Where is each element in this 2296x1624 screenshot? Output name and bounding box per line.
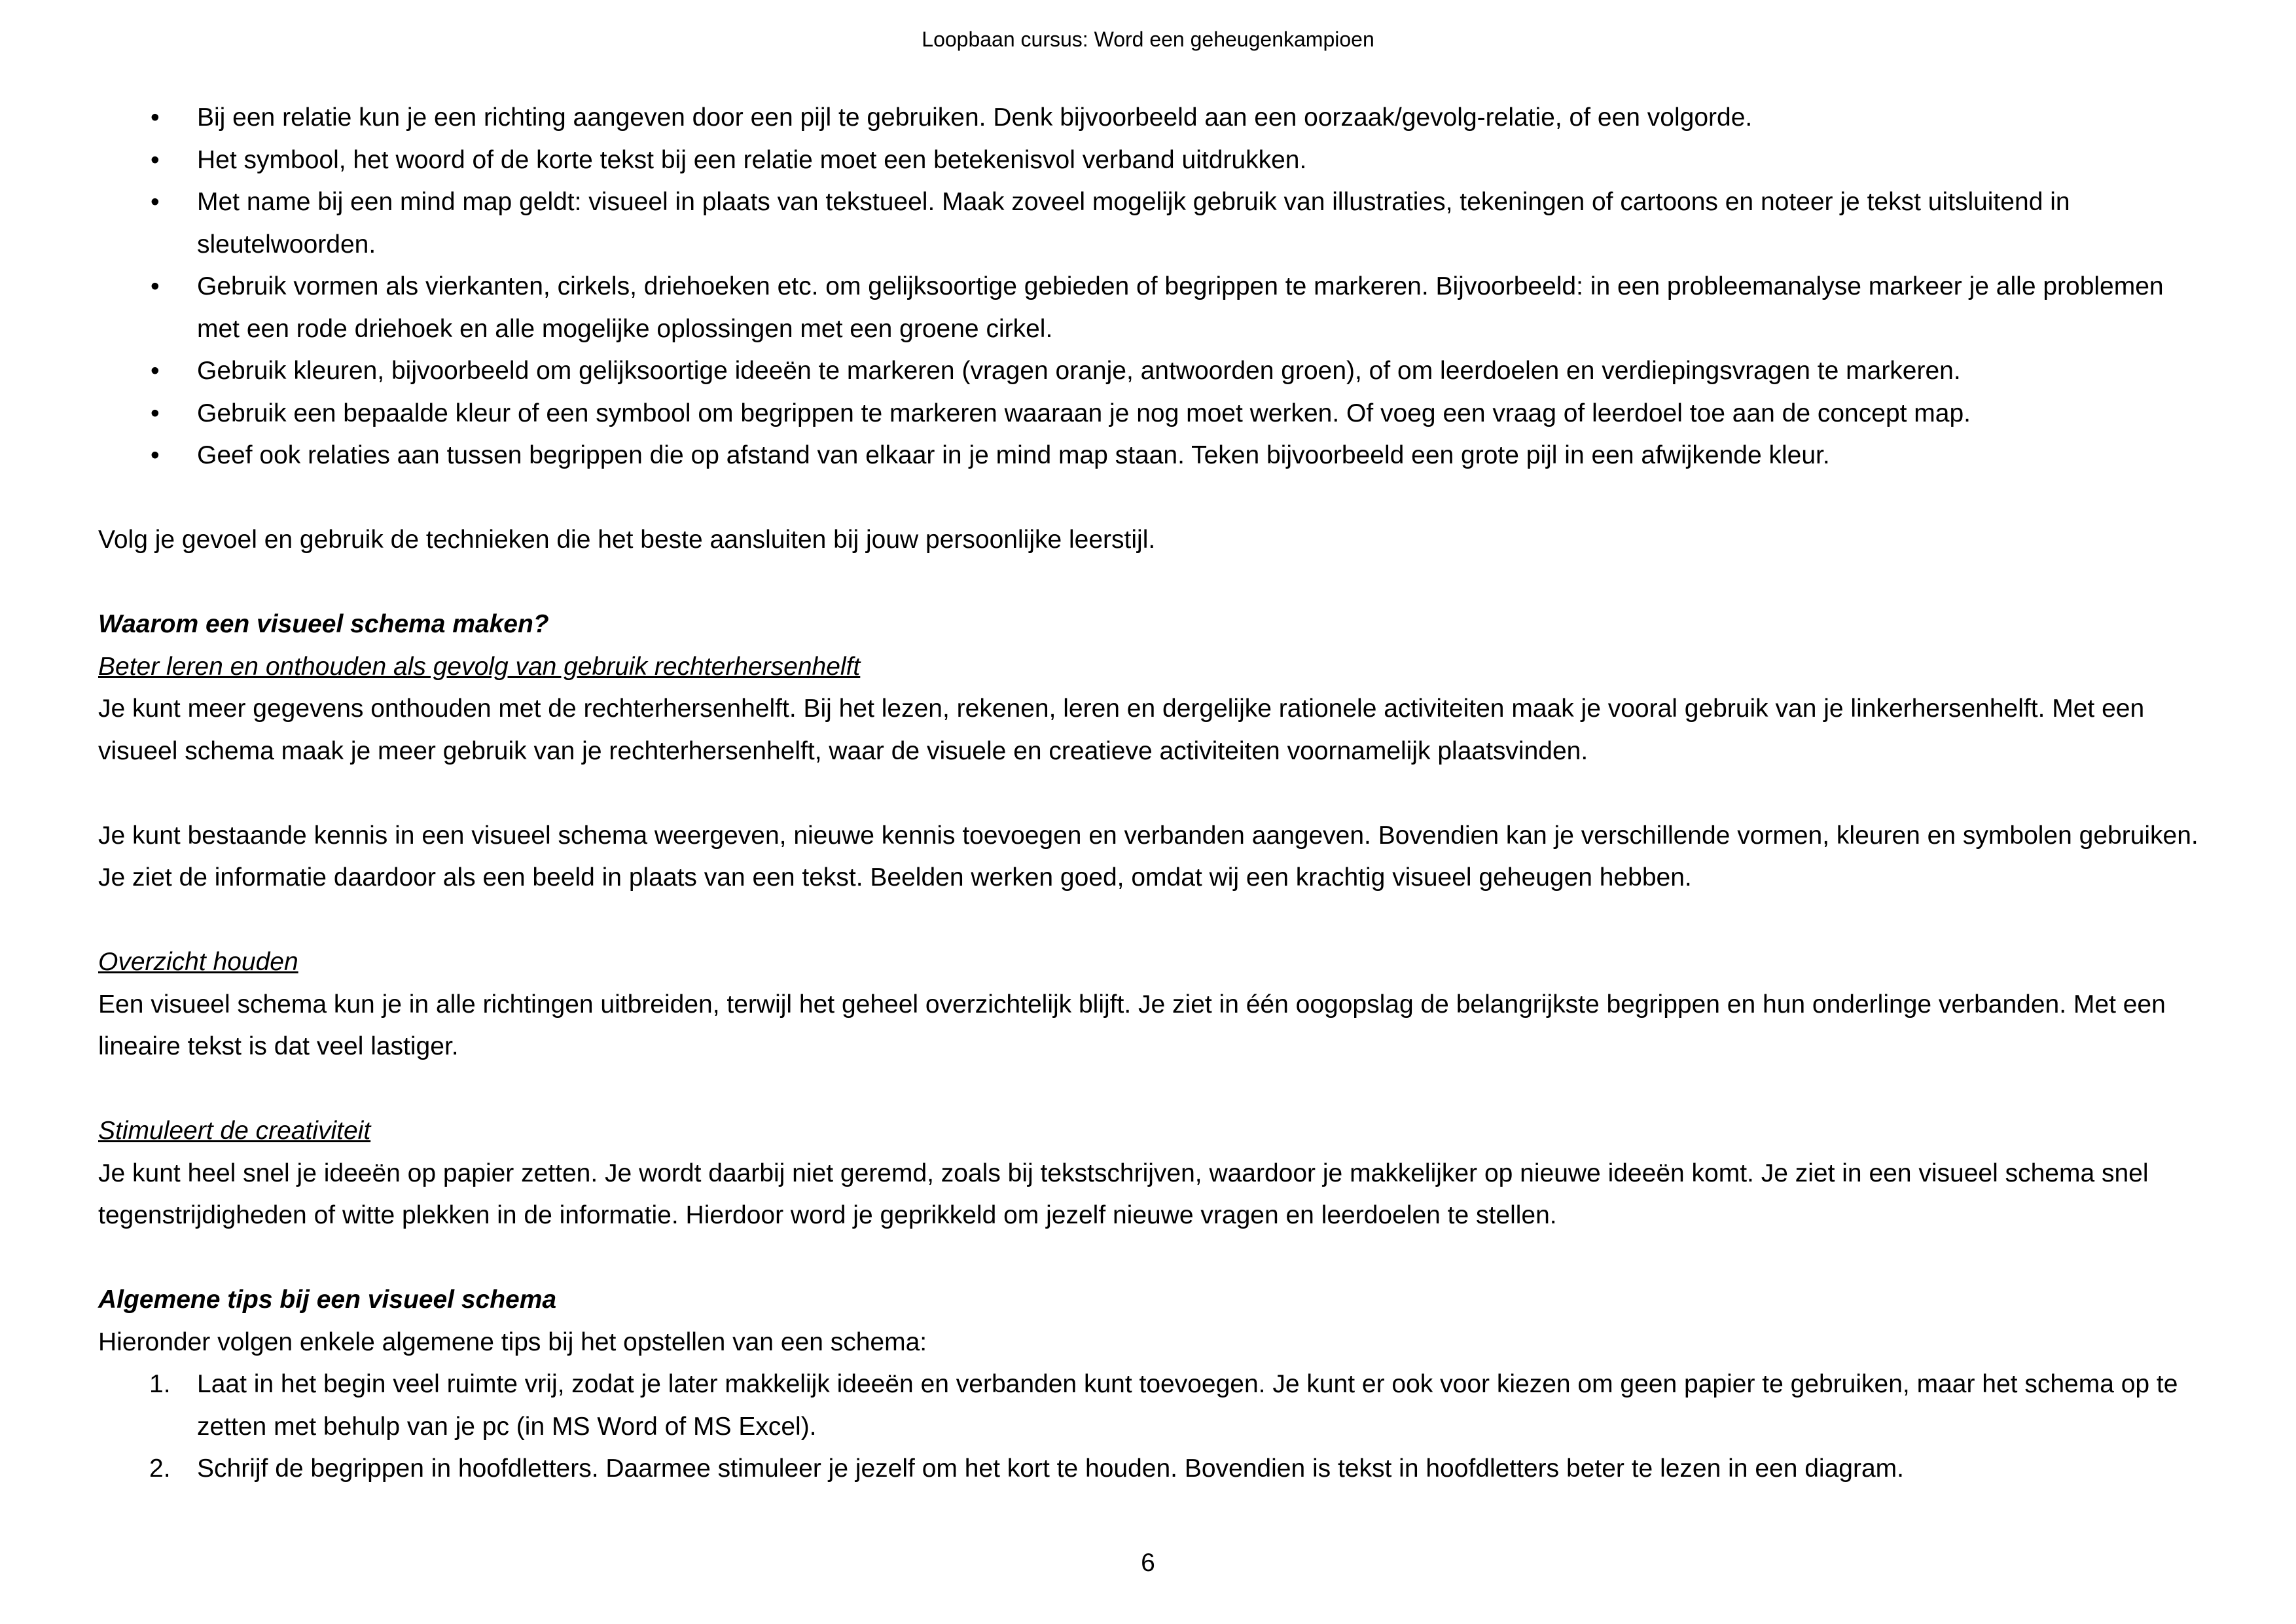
spacer	[98, 477, 2199, 520]
section-heading-why: Waarom een visueel schema maken?	[98, 610, 549, 638]
numbered-item	[98, 1363, 2199, 1448]
bullet-icon: •	[151, 145, 160, 174]
bullet-item	[98, 97, 2199, 139]
item-number: 1.	[149, 1370, 171, 1398]
spacer	[98, 562, 2199, 604]
bullet-item	[98, 435, 2199, 477]
subheading-overview: Overzicht houden	[98, 948, 298, 976]
numbered-list	[98, 1363, 2199, 1490]
section-heading-tips: Algemene tips bij een visueel schema	[98, 1286, 557, 1314]
bullet-text: Gebruik vormen als vierkanten, cirkels, driehoeken etc. om gelijksoortige gebieden of begrippen te markeren. Bijvoorbeeld: in een probleemanalyse markeer je alle problemen met een rode driehoek en alle mogelijke oplossingen met een groene cirkel.	[197, 272, 2164, 343]
item-number: 2.	[149, 1454, 171, 1483]
bullet-item	[98, 139, 2199, 182]
subheading-creativity: Stimuleert de creativiteit	[98, 1117, 371, 1145]
bullet-text: Gebruik een bepaalde kleur of een symbool om begrippen te markeren waaraan je nog moet werken. Of voeg een vraag of leerdoel toe aan de concept map.	[197, 399, 1971, 427]
bullet-text: Bij een relatie kun je een richting aangeven door een pijl te gebruiken. Denk bijvoorbeeld aan een oorzaak/gevolg-relatie, of een volgorde.	[197, 103, 1753, 132]
bullet-item	[98, 350, 2199, 393]
bullet-icon: •	[151, 272, 160, 300]
subheading-right-brain: Beter leren en onthouden als gevolg van gebruik rechterhersenhelft	[98, 652, 861, 681]
closing-sentence: Volg je gevoel en gebruik de technieken die het beste aansluiten bij jouw persoonlijke leerstijl.	[98, 526, 1156, 554]
page-content	[98, 97, 2199, 1490]
bullet-item	[98, 266, 2199, 350]
bullet-icon: •	[151, 399, 160, 427]
tips-intro: Hieronder volgen enkele algemene tips bij het opstellen van een schema:	[98, 1327, 927, 1356]
bullet-icon: •	[151, 357, 160, 385]
spacer	[98, 1068, 2199, 1111]
item-text: Schrijf de begrippen in hoofdletters. Daarmee stimuleer je jezelf om het kort te houden. Bovendien is tekst in hoofdletters beter te lezen in een diagram.	[197, 1454, 1904, 1483]
bullet-text: Geef ook relaties aan tussen begrippen die op afstand van elkaar in je mind map staan. Teken bijvoorbeeld een grote pijl in een afwijkende kleur.	[197, 441, 1830, 469]
spacer	[98, 1237, 2199, 1280]
numbered-item	[98, 1448, 2199, 1490]
bullet-text: Het symbool, het woord of de korte tekst bij een relatie moet een betekenisvol verband uitdrukken.	[197, 145, 1307, 174]
item-text: Laat in het begin veel ruimte vrij, zodat je later makkelijk ideeën en verbanden kunt toevoegen. Je kunt er ook voor kiezen om geen papier te gebruiken, maar het schema op te zetten met behulp van je pc (in MS Word of MS Excel).	[197, 1370, 2178, 1441]
bullet-list	[98, 97, 2199, 477]
bullet-icon: •	[151, 441, 160, 469]
paragraph-creativity: Je kunt heel snel je ideeën op papier zetten. Je wordt daarbij niet geremd, zoals bij tekstschrijven, waardoor je makkelijker op nieuwe ideeën komt. Je ziet in een visueel schema snel tegenstrijdigheden of witte plekken in de informatie. Hierdoor word je geprikkeld om jezelf nieuwe vragen en leerdoelen te stellen.	[98, 1159, 2149, 1229]
bullet-icon: •	[151, 188, 160, 216]
page-number: 6	[1141, 1549, 1155, 1577]
bullet-item	[98, 181, 2199, 266]
paragraph-overview: Een visueel schema kun je in alle richtingen uitbreiden, terwijl het geheel overzichtelijk blijft. Je ziet in één oogopslag de belangrijkste begrippen en hun onderlinge verbanden. Met een lineaire tekst is dat veel lastiger.	[98, 990, 2166, 1060]
paragraph-visual-memory: Je kunt bestaande kennis in een visueel schema weergeven, nieuwe kennis toevoegen en verbanden aangeven. Bovendien kan je verschillende vormen, kleuren en symbolen gebruiken. Je ziet de informatie daardoor als een beeld in plaats van een tekst. Beelden werken goed, omdat wij een krachtig visueel geheugen hebben.	[98, 821, 2198, 892]
paragraph-right-brain: Je kunt meer gegevens onthouden met de rechterhersenhelft. Bij het lezen, rekenen, leren en dergelijke rationele activiteiten maak je vooral gebruik van je linkerhersenhelft. Met een visueel schema maak je meer gebruik van je rechterhersenhelft, waar de visuele en creatieve activiteiten voornamelijk plaatsvinden.	[98, 695, 2145, 765]
bullet-icon: •	[151, 103, 160, 132]
bullet-item	[98, 393, 2199, 435]
bullet-text: Met name bij een mind map geldt: visueel in plaats van tekstueel. Maak zoveel mogelijk gebruik van illustraties, tekeningen of cartoons en noteer je tekst uitsluitend in sleutelwoorden.	[197, 188, 2070, 259]
bullet-text: Gebruik kleuren, bijvoorbeeld om gelijksoortige ideeën te markeren (vragen oranje, antwoorden groen), of om leerdoelen en verdiepingsvragen te markeren.	[197, 357, 1961, 385]
spacer	[98, 899, 2199, 942]
page-header: Loopbaan cursus: Word een geheugenkampioen	[922, 27, 1374, 51]
spacer	[98, 772, 2199, 815]
